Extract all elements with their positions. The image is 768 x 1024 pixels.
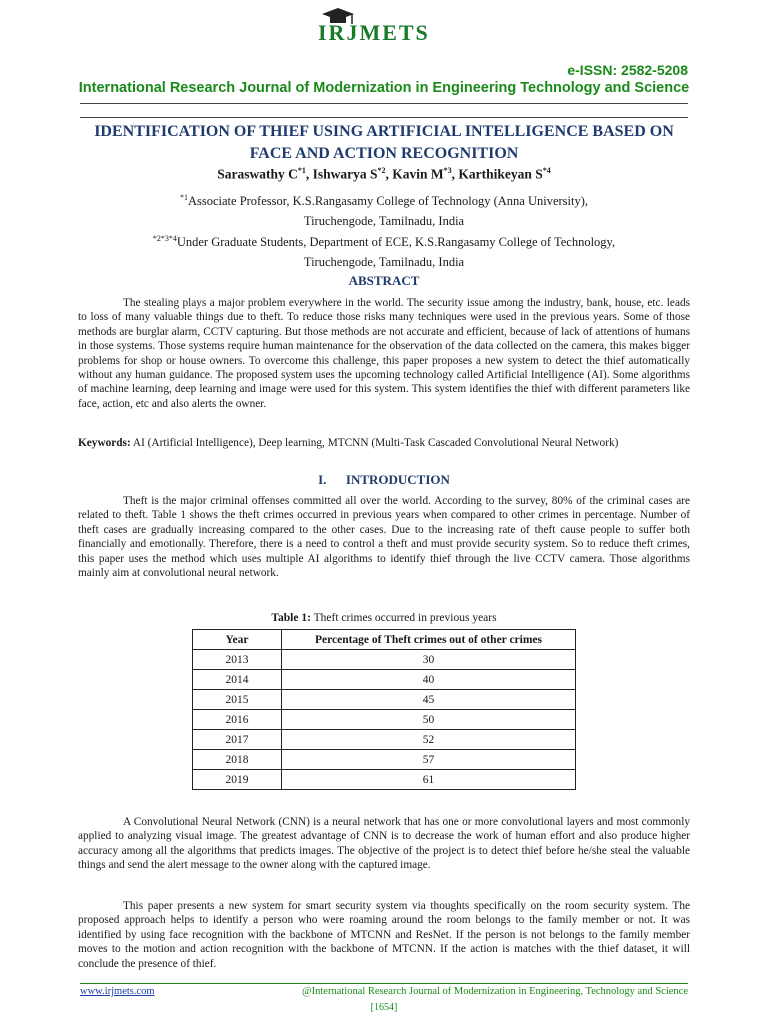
page-number: [1654]	[370, 1002, 398, 1013]
affiliation-sup: *2*3*4	[152, 234, 177, 243]
keywords-label: Keywords:	[78, 437, 131, 449]
table-cell-year: 2017	[193, 730, 282, 750]
table-cell-percentage: 30	[282, 650, 576, 670]
table-header-row	[193, 630, 576, 650]
table-row	[193, 710, 576, 730]
journal-logo	[318, 6, 452, 48]
affiliation-sup: *1	[179, 193, 188, 202]
footer-rule	[80, 983, 688, 984]
author-list: Saraswathy $C^{*1}$, Ishwarya $S^{*2}$, Kavin $M^{*3}$, Karthikeyan $S^{*4}$	[217, 166, 551, 182]
author-sup: *1	[297, 166, 306, 175]
author-sup: *4	[542, 166, 551, 175]
header-rule	[80, 103, 688, 104]
table-cell-year: 2016	[193, 710, 282, 730]
author-name: Ishwarya S	[312, 166, 378, 182]
paper-title: IDENTIFICATION OF THIEF USING ARTIFICIAL INTELLIGENCE BASED ON FACE AND ACTION RECOGNITION	[94, 123, 674, 162]
abstract-heading: ABSTRACT	[348, 273, 420, 288]
affiliation-1	[0, 188, 768, 231]
table-cell-year: 2019	[193, 770, 282, 790]
author-name: Kavin M	[392, 166, 444, 182]
affiliation-2	[0, 229, 768, 272]
table-header-percentage: Percentage of Theft crimes out of other crimes	[282, 630, 576, 650]
affiliation-line: Tiruchengode, Tamilnadu, India	[303, 255, 465, 270]
table-cell-percentage: 61	[282, 770, 576, 790]
keywords-text: AI (Artificial Intelligence), Deep learning, MTCNN (Multi-Task Cascaded Convolutional Neural Network)	[132, 437, 619, 449]
affiliation-line: Under Graduate Students, Department of ECE, K.S.Rangasamy College of Technology,	[176, 235, 616, 250]
author-name: Saraswathy C	[217, 166, 298, 182]
table-row	[193, 670, 576, 690]
table-row	[193, 650, 576, 670]
footer-copyright: @International Research Journal of Modernization in Engineering, Technology and Science	[301, 986, 688, 997]
author-sup: *2	[377, 166, 386, 175]
intro-title: INTRODUCTION	[345, 472, 450, 487]
affiliation-line: Tiruchengode, Tamilnadu, India	[303, 214, 465, 229]
intro-heading	[0, 472, 768, 488]
table-cell-percentage: 52	[282, 730, 576, 750]
intro-number: I.	[318, 472, 327, 487]
theft-crimes-table	[192, 629, 576, 790]
table-caption	[0, 612, 768, 624]
table-row	[193, 770, 576, 790]
table-cell-percentage: 50	[282, 710, 576, 730]
abstract-text: The stealing plays a major problem everywhere in the world. The security issue among the industry, bank, house, etc. leads to loss of many valuable things due to theft. To reduce those risks many techniques were used in the previous years. Some of those methods are burglar alarm, CCTV capturing. But those methods are not accurate and efficient, because of lack of attentions of humans in those systems. Those systems require human maintenance for the observation of the data collected on the camera, this makes bigger problems for shop or house owners. To overcome this challenge, this paper proposes a new system to detect the thief automatically without any human guidance. The proposed system uses the upcoming technology called Artificial Intelligence (AI). Some algorithms of machine learning, deep learning and image were used for this system. This system identifies the thief with different parameters like face, action, etc and also alerts the owner.	[78, 297, 690, 410]
table-cell-year: 2013	[193, 650, 282, 670]
table-cell-year: 2018	[193, 750, 282, 770]
table-header-year: Year	[193, 630, 282, 650]
table-cell-percentage: 40	[282, 670, 576, 690]
table-cell-percentage: 57	[282, 750, 576, 770]
journal-name: International Research Journal of Modernization in Engineering Technology and Science	[78, 80, 690, 96]
intro-paragraph-2: A Convolutional Neural Network (CNN) is a neural network that has one or more convolutional layers and most commonly applied to analyzing visual image. The greatest advantage of CNN is to decrease the work of human effort and also produce higher accuracy among all the algorithms that predicts images. The objective of the project is to detect thief before he/she steal the valuable things and send the alert message to the owner along with the captured image.	[78, 816, 690, 872]
table-caption-text: Theft crimes occurred in previous years	[313, 612, 497, 624]
table-cell-year: 2014	[193, 670, 282, 690]
author-sup: *3	[443, 166, 452, 175]
table-cell-percentage: 45	[282, 690, 576, 710]
journal-website-link[interactable]: www.irjmets.com	[80, 986, 155, 997]
logo-text: IRJMETS	[318, 20, 430, 45]
table-row	[193, 690, 576, 710]
author-name: Karthikeyan S	[458, 166, 543, 182]
table-caption-label: Table 1:	[271, 612, 311, 624]
intro-paragraph-3: This paper presents a new system for smart security system via thoughts specifically on the room security system. The proposed approach helps to identify a person who were roaming around the room belongs to the family member or not. It was identified by using face recognition with the backbone of MTCNN and ResNet. If the person is not belongs to the family member moves to the motion and action recognition with the backbone of MTCNN. If the action is matches with the thief dataset, it will conclude the presence of thief.	[78, 900, 690, 970]
intro-paragraph-1: Theft is the major criminal offenses committed all over the world. According to the survey, 80% of the criminal cases are related to theft. Table 1 shows the theft crimes occurred in previous years when compared to other crimes in percentage. Number of theft cases are gradually increasing compared to the other cases. Due to the increasing rate of theft cause people to suffer both financially and emotionally. Therefore, there is a need to control a theft and must provide security system. So to reduce theft crimes, this paper uses the method which uses multiple AI algorithms to identify thief through the live CCTV camera. Those algorithms mainly aim at convolutional neural network.	[78, 495, 690, 580]
issn: e-ISSN: 2582-5208	[567, 62, 688, 78]
table-row	[193, 730, 576, 750]
table-row	[193, 750, 576, 770]
title-rule	[80, 117, 688, 118]
affiliation-line: Associate Professor, K.S.Rangasamy College of Technology (Anna University),	[187, 194, 589, 209]
table-cell-year: 2015	[193, 690, 282, 710]
keywords	[78, 436, 690, 450]
